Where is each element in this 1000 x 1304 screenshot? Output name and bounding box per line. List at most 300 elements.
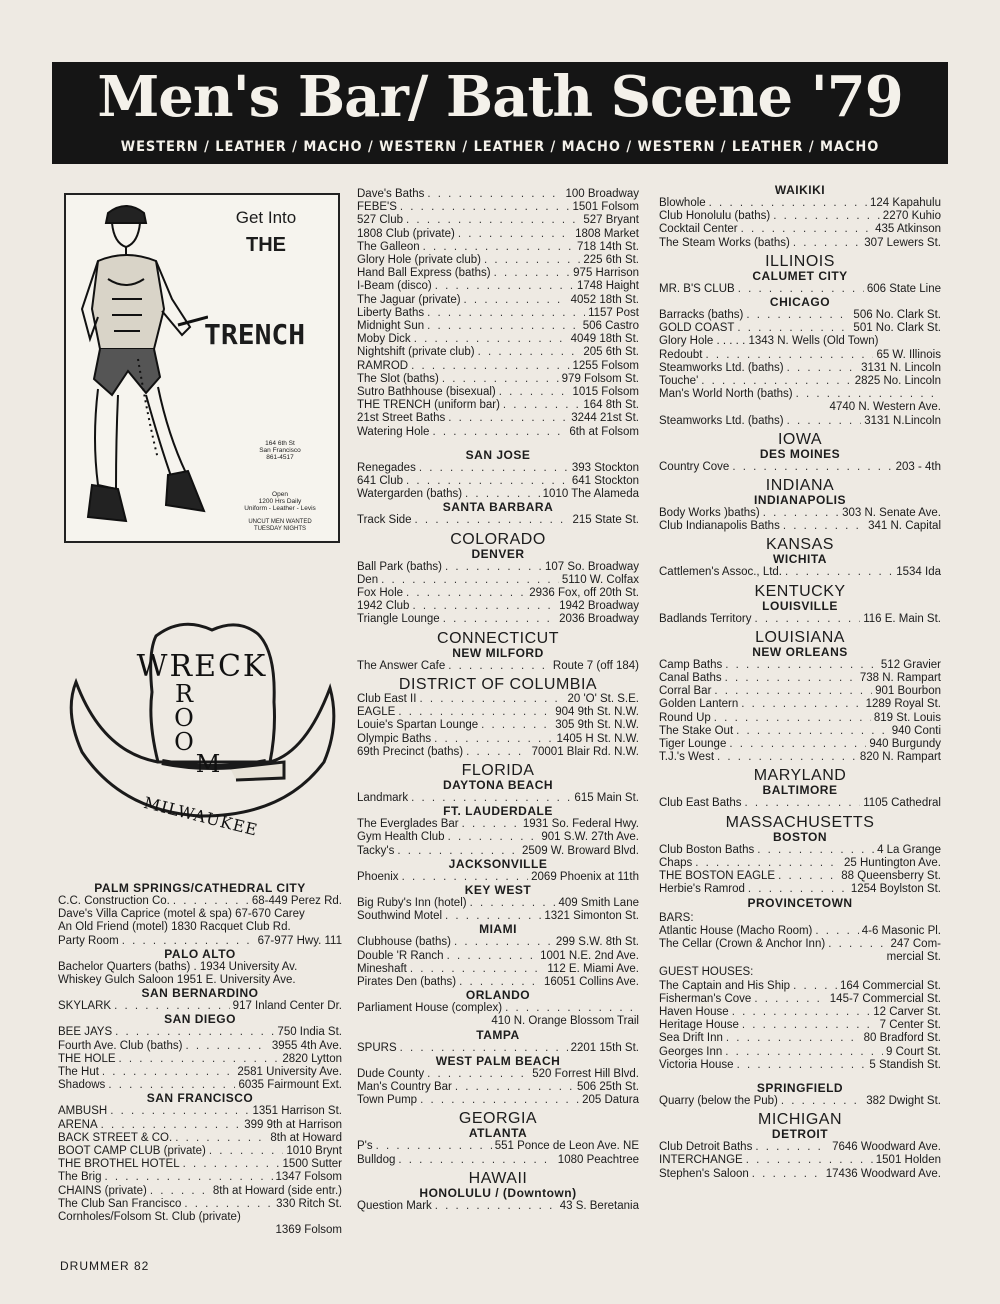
city-heading: JACKSONVILLE: [448, 856, 548, 871]
venue-address: 43 S. Beretania: [559, 1199, 639, 1212]
dot-leader: [104, 1171, 272, 1184]
listing-row: [58, 895, 342, 908]
venue-name: CHAINS (private): [58, 1184, 147, 1197]
dot-leader: [828, 938, 887, 951]
venue-address: 917 Inland Center Dr.: [232, 1000, 342, 1013]
state-heading: MASSACHUSETTS: [725, 813, 875, 831]
dot-leader: [427, 320, 580, 333]
venue-address: 305 9th St. N.W.: [555, 719, 639, 732]
ad-hours-line: 1200 Hrs Daily: [258, 498, 302, 505]
city-heading: PALO ALTO: [164, 946, 236, 961]
venue-name: T.J.'s West: [659, 751, 715, 764]
venue-address: 1748 Haight: [576, 280, 639, 293]
dot-leader: [732, 461, 892, 474]
dot-leader: [400, 201, 570, 214]
state-heading: KENTUCKY: [754, 582, 846, 600]
title-banner: [52, 62, 948, 164]
city-heading: MIAMI: [479, 922, 517, 937]
listing-row: [659, 1032, 941, 1045]
listing-row: [659, 415, 941, 428]
state-heading: IOWA: [777, 430, 823, 448]
venue-address: 3131 N.Lincoln: [864, 414, 941, 427]
venue-address: 435 Atkinson: [875, 223, 941, 236]
venue-name: BACK STREET & CO.: [58, 1131, 173, 1144]
venue-address: 5 Standish St.: [869, 1058, 941, 1071]
venue-address: 506 Castro: [582, 320, 639, 333]
venue-address: 65 W. Illinois: [876, 348, 941, 361]
city-heading: DES MOINES: [759, 446, 841, 461]
listing-row: [357, 706, 639, 719]
venue-name: Chaps: [659, 856, 693, 869]
listing-row: [357, 1068, 639, 1081]
venue-name: Town Pump: [357, 1094, 418, 1107]
venue-address: 100 Broadway: [565, 188, 639, 200]
listing-line: Dave's Villa Caprice (motel & spa) 67-670 Carey: [58, 908, 305, 921]
listing-row: [659, 1059, 941, 1072]
dot-leader: [397, 845, 519, 858]
dot-leader: [746, 1154, 873, 1167]
venue-address: 12 Carver St.: [873, 1005, 941, 1018]
dot-leader: [787, 362, 858, 375]
venue-name: Olympic Baths: [357, 732, 432, 745]
venue-name: Pirates Den (baths): [357, 975, 457, 988]
venue-address: 205 Datura: [582, 1094, 639, 1107]
venue-address: 506 No. Clark St.: [853, 309, 941, 322]
city-heading: DETROIT: [771, 1127, 829, 1142]
venue-address: 5110 W. Colfax: [561, 573, 639, 586]
dot-leader: [695, 857, 841, 870]
listing-line: Bachelor Quarters (baths) . 1934 University Av.: [58, 960, 298, 973]
listing-row: [357, 1094, 639, 1107]
listing-row: [659, 349, 941, 362]
venue-address: 1289 Royal St.: [865, 698, 941, 711]
venue-name: 641 Club: [357, 475, 404, 488]
dot-leader: [714, 712, 871, 725]
venue-address: 512 Gravier: [880, 658, 941, 671]
venue-address: 615 Main St.: [574, 791, 639, 804]
venue-address: 1405 H St. N.W.: [556, 732, 639, 745]
venue-address: 6035 Fairmount Ext.: [238, 1079, 342, 1092]
venue-name: Dude County: [357, 1067, 425, 1080]
dot-leader: [754, 993, 826, 1006]
dot-leader: [725, 1046, 883, 1059]
dot-leader: [173, 895, 249, 908]
venue-address: 70001 Blair Rd. N.W.: [531, 745, 639, 758]
venue-name: Gym Health Club: [357, 831, 445, 844]
venue-address: 606 State Line: [866, 282, 941, 295]
dot-leader: [175, 1132, 267, 1145]
venue-address: 718 14th St.: [576, 240, 639, 253]
listing-row: [357, 214, 639, 227]
listing-row: [357, 897, 639, 910]
venue-name: Parliament House (complex): [357, 1002, 503, 1015]
category-label: GUEST HOUSES:: [659, 966, 754, 979]
listing-row: [659, 1141, 941, 1154]
venue-name: Club East Baths: [659, 797, 742, 810]
dot-leader: [448, 831, 539, 844]
venue-name: ARENA: [58, 1118, 98, 1131]
venue-address: 520 Forrest Hill Blvd.: [532, 1067, 639, 1080]
city-heading: SPRINGFIELD: [756, 1080, 844, 1095]
listing-row: [357, 613, 639, 626]
venue-address: 1501 Holden: [875, 1154, 941, 1167]
listing-row: [357, 514, 639, 527]
venue-name: MR. B'S CLUB: [659, 282, 735, 295]
dot-leader: [110, 1105, 249, 1118]
venue-address: 1501 Folsom: [572, 201, 639, 214]
ad-promo: [230, 519, 330, 533]
dot-leader: [773, 210, 880, 223]
venue-name: Georges Inn: [659, 1045, 723, 1058]
listing-row: [659, 375, 941, 388]
dot-leader: [755, 1141, 829, 1154]
dot-leader: [494, 267, 571, 280]
listing-line: Whiskey Gulch Saloon 1951 E. University Ave.: [58, 974, 296, 987]
listing-row: [357, 600, 639, 613]
wreck-city: MILWAUKEE: [141, 793, 260, 840]
listing-row: [357, 871, 639, 884]
venue-address: 393 Stockton: [571, 461, 639, 474]
venue-name: Watering Hole: [357, 425, 430, 438]
listing-row: [357, 818, 639, 831]
dot-leader: [432, 426, 566, 439]
dot-leader: [406, 475, 569, 488]
venue-name: Body Works )baths): [659, 507, 760, 520]
venue-name: The Hut: [58, 1066, 99, 1079]
venue-name: The Steam Works (baths): [659, 236, 790, 249]
dot-leader: [185, 1040, 268, 1053]
listing-row: [659, 751, 941, 764]
listing-row: [58, 1132, 342, 1145]
wreck-letter-r: R: [174, 680, 194, 708]
venue-name: SPURS: [357, 1041, 397, 1054]
state-heading: INDIANA: [765, 477, 835, 495]
venue-name: THE TRENCH (uniform bar): [357, 399, 500, 412]
dot-leader: [778, 870, 838, 883]
state-heading: MARYLAND: [753, 767, 847, 785]
dot-leader: [398, 1154, 554, 1167]
venue-address: 205 6th St.: [583, 346, 639, 359]
listing-continuation: 4740 N. Western Ave.: [829, 401, 941, 414]
ad-tagline: Get Into: [235, 208, 297, 227]
venue-name: 527 Club: [357, 214, 404, 227]
listing-row: [659, 857, 941, 870]
dot-leader: [427, 1068, 529, 1081]
dot-leader: [381, 574, 559, 587]
dot-leader: [411, 360, 569, 373]
venue-name: Tiger Lounge: [659, 738, 727, 751]
dot-leader: [793, 980, 837, 993]
dot-leader: [435, 280, 574, 293]
venue-address: 107 So. Broadway: [545, 560, 639, 573]
listing-row: [659, 672, 941, 685]
listing-row: [58, 1185, 342, 1198]
listing-row: [659, 980, 941, 993]
dot-leader: [102, 1066, 234, 1079]
dot-leader: [423, 241, 574, 254]
dot-leader: [466, 746, 529, 759]
venue-address: 2581 University Ave.: [237, 1066, 342, 1079]
state-heading: KANSAS: [766, 536, 834, 554]
venue-name: Stephen's Saloon: [659, 1167, 749, 1180]
listing-line: An Old Friend (motel) 1830 Racquet Club Rd.: [58, 921, 291, 934]
venue-name: I-Beam (disco): [357, 280, 432, 293]
venue-name: Den: [357, 573, 379, 586]
dot-leader: [455, 1081, 574, 1094]
ad-promo-line: UNCUT MEN WANTED: [248, 519, 312, 525]
listing-row: [659, 925, 941, 938]
category-label: BARS:: [659, 911, 694, 924]
venue-address: 20 'O' St. S.E.: [567, 692, 639, 705]
venue-name: GOLD COAST: [659, 322, 735, 335]
listing-row: [357, 201, 639, 214]
venue-name: Midnight Sun: [357, 320, 425, 333]
venue-address: 7 Center St.: [879, 1019, 941, 1032]
listing-row: [357, 307, 639, 320]
venue-address: 3131 N. Lincoln: [861, 361, 941, 374]
ad-hours: [230, 491, 330, 512]
venue-name: P's: [357, 1140, 373, 1153]
listing-row: [357, 561, 639, 574]
dot-leader: [454, 936, 553, 949]
dot-leader: [729, 738, 866, 751]
venue-name: BOOT CAMP CLUB (private): [58, 1145, 206, 1158]
venue-name: Louie's Spartan Lounge: [357, 719, 479, 732]
dot-leader: [725, 672, 857, 685]
dot-leader: [458, 228, 572, 241]
dot-leader: [725, 659, 878, 672]
listing-row: [659, 698, 941, 711]
venue-name: Heritage House: [659, 1019, 739, 1032]
venue-address: 1321 Simonton St.: [544, 910, 639, 923]
listing-row: [659, 1168, 941, 1181]
venue-address: 1534 Ida: [896, 566, 941, 579]
venue-address: 247 Com-: [890, 937, 941, 950]
dot-leader: [464, 294, 568, 307]
listing-row: [357, 188, 639, 201]
venue-address: 164 Commercial St.: [840, 979, 941, 992]
venue-name: 1808 Club (private): [357, 227, 455, 240]
state-heading: DISTRICT OF COLUMBIA: [398, 675, 598, 693]
venue-address: 4 La Grange: [877, 843, 941, 856]
wreck-room-advertisement: [62, 612, 342, 842]
venue-name: Round Up: [659, 711, 711, 724]
listing-row: [58, 1105, 342, 1118]
listing-row: [357, 746, 639, 759]
listing-row: [357, 660, 639, 673]
venue-name: Club Detroit Baths: [659, 1141, 753, 1154]
ad-address-line: 861-4517: [266, 454, 294, 461]
city-heading: WICHITA: [773, 552, 827, 567]
listing-row: [58, 1158, 342, 1171]
city-heading: INDIANAPOLIS: [753, 493, 846, 508]
venue-name: Question Mark: [357, 1199, 432, 1212]
listing-row: [357, 373, 639, 386]
venue-address: 25 Huntington Ave.: [844, 856, 941, 869]
dot-leader: [470, 897, 556, 910]
city-heading: DAYTONA BEACH: [442, 777, 554, 792]
city-heading: SAN JOSE: [465, 447, 531, 462]
dot-leader: [714, 685, 872, 698]
listing-row: [357, 399, 639, 412]
listing-row: [659, 362, 941, 375]
listing-row: [659, 388, 941, 401]
dot-leader: [448, 412, 568, 425]
venue-address: 1808 Market: [575, 227, 639, 240]
venue-name: Ball Park (baths): [357, 560, 443, 573]
dot-leader: [184, 1198, 273, 1211]
venue-name: Fourth Ave. Club (baths): [58, 1039, 183, 1052]
listing-row: [659, 738, 941, 751]
venue-name: Canal Baths: [659, 672, 722, 685]
dot-leader: [419, 693, 564, 706]
venue-address: 1010 Brynt: [286, 1145, 342, 1158]
venue-address: 215 State St.: [572, 514, 639, 527]
dot-leader: [746, 309, 850, 322]
venue-address: 975 Harrison: [573, 267, 639, 280]
venue-address: 820 N. Rampart: [859, 751, 941, 764]
city-heading: CHICAGO: [769, 295, 831, 310]
listing-row: [357, 360, 639, 373]
dot-leader: [448, 660, 550, 673]
city-heading: KEY WEST: [464, 882, 532, 897]
venue-address: 940 Burgundy: [869, 738, 941, 751]
venue-address: 4052 18th St.: [570, 293, 639, 306]
listing-row: [357, 950, 639, 963]
dot-leader: [412, 600, 556, 613]
listing-row: [58, 1198, 342, 1211]
dot-leader: [400, 1042, 568, 1055]
dot-leader: [122, 935, 255, 948]
listing-row: [357, 386, 639, 399]
listing-line: Cornholes/Folsom St. Club (private): [58, 1211, 241, 1224]
listing-row: [357, 241, 639, 254]
venue-name: The Captain and His Ship: [659, 979, 791, 992]
dot-leader: [402, 871, 529, 884]
venue-name: Triangle Lounge: [357, 613, 440, 626]
dot-leader: [406, 214, 580, 227]
venue-name: AMBUSH: [58, 1105, 108, 1118]
dot-leader: [442, 373, 559, 386]
listing-row: [357, 320, 639, 333]
listing-row: [357, 1042, 639, 1055]
state-heading: GEORGIA: [458, 1110, 538, 1128]
listing-row: [357, 333, 639, 346]
city-heading: PALM SPRINGS/CATHEDRAL CITY: [94, 881, 306, 895]
banner-subtitle: WESTERN / LEATHER / MACHO / WESTERN / LEATHER / MACHO / WESTERN / LEATHER / MACHO: [120, 139, 880, 155]
venue-address: 901 Bourbon: [875, 685, 941, 698]
state-heading: MICHIGAN: [758, 1111, 842, 1129]
dot-leader: [754, 613, 860, 626]
dot-leader: [736, 725, 889, 738]
listings-column-left: [58, 882, 342, 1237]
venue-name: 21st Street Baths: [357, 412, 446, 425]
listings-column-right: [659, 184, 941, 1181]
state-heading: FLORIDA: [461, 761, 535, 779]
listing-row: [58, 1145, 342, 1158]
listing-row: [659, 844, 941, 857]
venue-address: 307 Lewers St.: [864, 236, 941, 249]
venue-address: 1080 Peachtree: [557, 1153, 639, 1166]
venue-address: 164 8th St.: [583, 399, 639, 412]
venue-name: The Galleon: [357, 240, 420, 253]
wreck-letter-o: O: [174, 704, 194, 732]
venue-name: The Cellar (Crown & Anchor Inn): [659, 937, 826, 950]
ad-address: [250, 440, 310, 461]
listing-row: [659, 237, 941, 250]
venue-address: 8th at Howard: [270, 1131, 342, 1144]
venue-address: 1001 N.E. 2nd Ave.: [540, 949, 639, 962]
venue-address: 399 9th at Harrison: [244, 1118, 342, 1131]
venue-name: Track Side: [357, 514, 412, 527]
dot-leader: [376, 1140, 492, 1153]
venue-name: Quarry (below the Pub): [659, 1094, 778, 1107]
venue-name: Sea Drift Inn: [659, 1032, 723, 1045]
listing-row: [357, 1140, 639, 1153]
state-heading: ILLINOIS: [765, 252, 835, 270]
venue-name: INTERCHANGE: [659, 1154, 743, 1167]
venue-address: 330 Ritch St.: [276, 1197, 342, 1210]
city-heading: WAIKIKI: [774, 183, 826, 197]
venue-address: 112 E. Miami Ave.: [547, 962, 639, 975]
ad-hours-line: Open: [272, 491, 288, 498]
venue-name: The Club San Francisco: [58, 1197, 182, 1210]
venue-name: Fisherman's Cove: [659, 992, 752, 1005]
listing-row: [357, 733, 639, 746]
page-title: Men's Bar/ Bath Scene '79: [97, 64, 903, 130]
dot-leader: [406, 587, 526, 600]
venue-address: 1351 Harrison St.: [252, 1105, 342, 1118]
venue-address: 124 Kapahulu: [870, 197, 941, 209]
listing-row: [659, 725, 941, 738]
state-heading: HAWAII: [468, 1169, 528, 1187]
venue-name: Steamworks Ltd. (baths): [659, 361, 784, 374]
dot-leader: [101, 1119, 242, 1132]
venue-name: BEE JAYS: [58, 1026, 113, 1039]
venue-address: 1015 Folsom: [572, 386, 639, 399]
dot-leader: [796, 388, 938, 401]
venue-name: Club Indianapolis Baths: [659, 520, 780, 533]
venue-name: Phoenix: [357, 870, 399, 883]
listing-row: [659, 1095, 941, 1108]
venue-name: Cattlemen's Assoc., Ltd.: [659, 566, 783, 579]
venue-address: 4-6 Masonic Pl.: [861, 924, 941, 937]
listing-row: [659, 797, 941, 810]
venue-address: 750 India St.: [277, 1026, 342, 1039]
listing-row: [659, 685, 941, 698]
venue-address: 17436 Woodward Ave.: [825, 1167, 941, 1180]
venue-name: Haven House: [659, 1005, 729, 1018]
wreck-letter-m: M: [195, 750, 221, 778]
venue-name: Redoubt: [659, 348, 703, 361]
ad-address-line: San Francisco: [259, 447, 301, 454]
venue-name: Moby Dick: [357, 333, 411, 346]
venue-name: The Brig: [58, 1171, 102, 1184]
dot-leader: [484, 254, 580, 267]
venue-name: Victoria House: [659, 1058, 734, 1071]
dot-leader: [435, 1200, 557, 1213]
venue-address: 2069 Phoenix at 11th: [531, 870, 639, 883]
dot-leader: [434, 733, 553, 746]
venue-name: Bulldog: [357, 1153, 396, 1166]
venue-address: 2270 Kuhio: [882, 210, 941, 223]
listing-row: [58, 935, 342, 948]
dot-leader: [752, 1168, 823, 1181]
listing-row: [58, 1066, 342, 1079]
venue-name: Blowhole: [659, 197, 706, 209]
city-heading: ORLANDO: [465, 988, 531, 1003]
venue-address: 551 Ponce de Leon Ave. NE: [494, 1140, 639, 1153]
